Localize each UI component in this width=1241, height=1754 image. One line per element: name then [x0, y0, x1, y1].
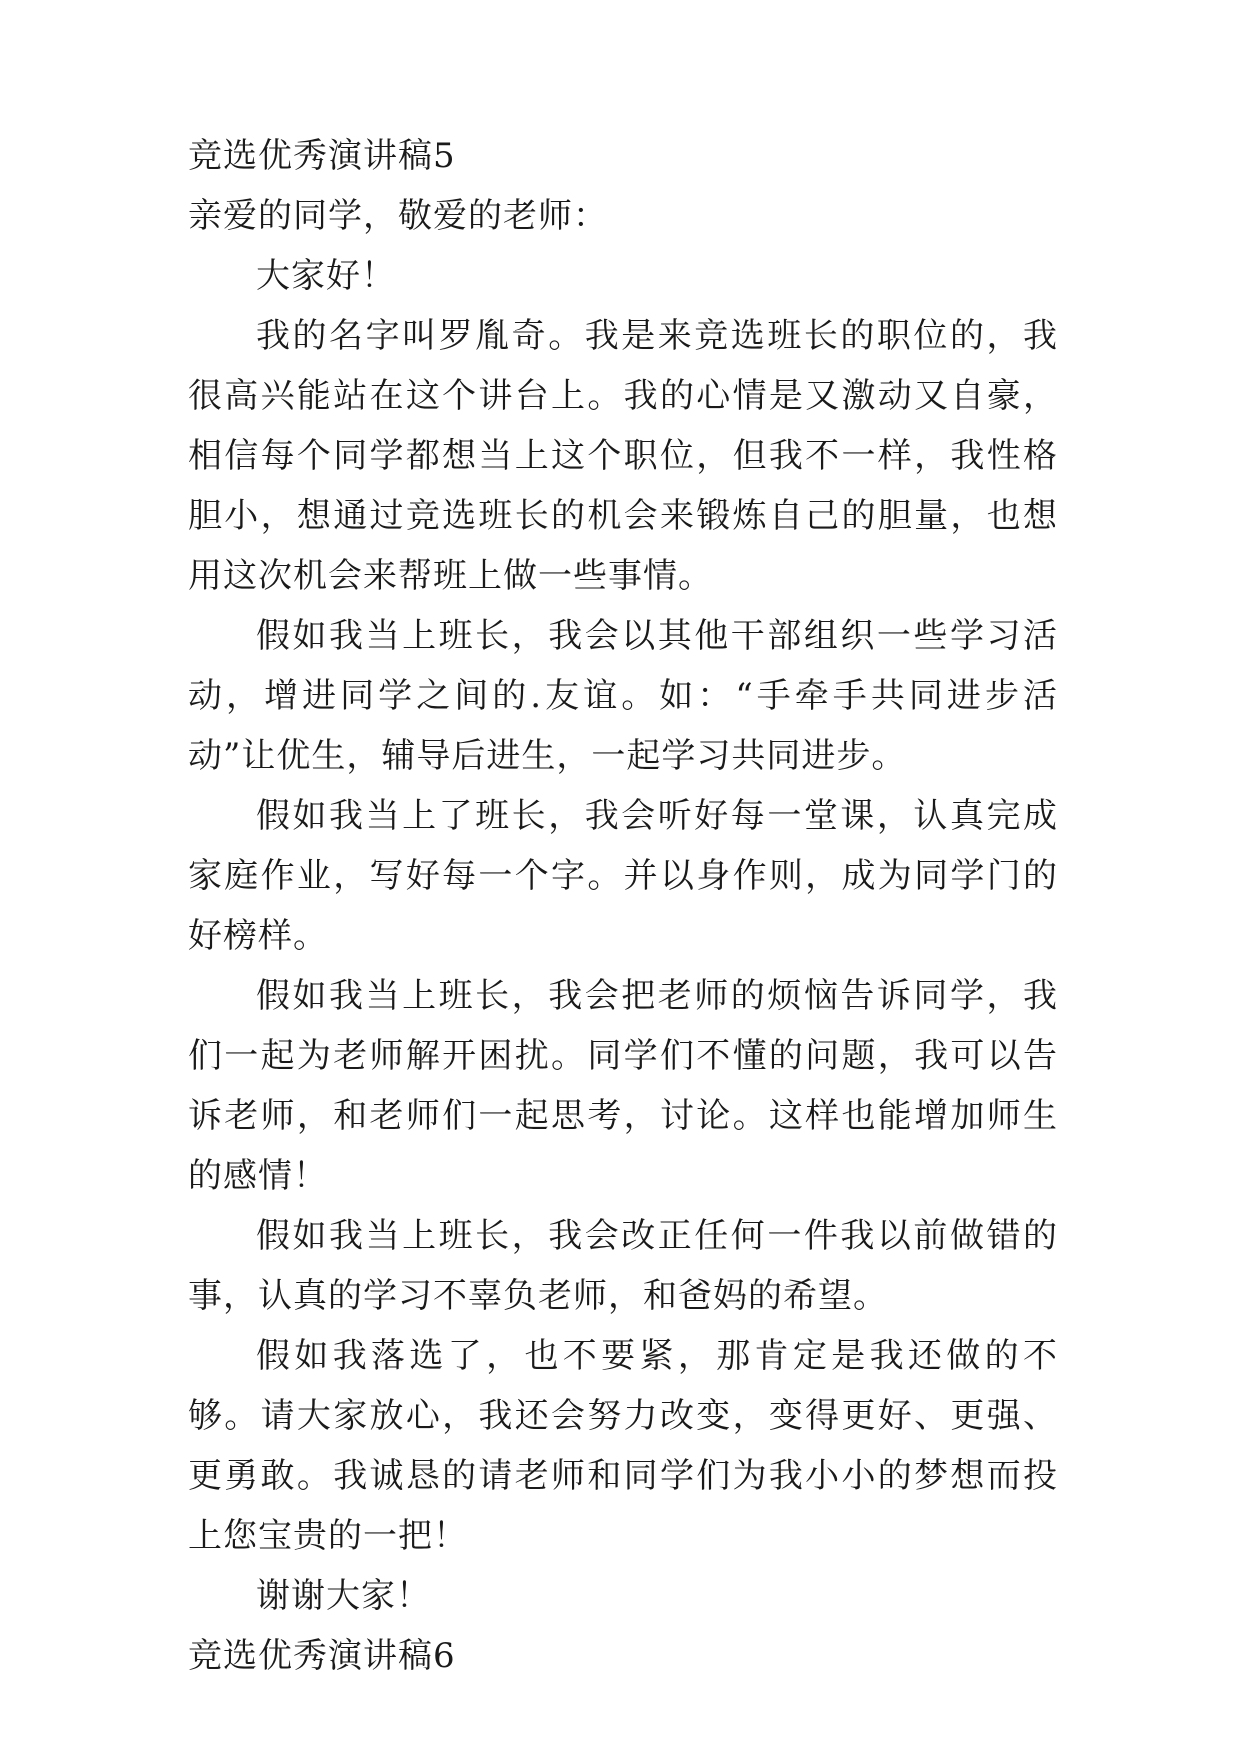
closing: 谢谢大家！ — [256, 1576, 431, 1616]
paragraph: 假如我落选了，也不要紧，那肯定是我还做的不够。请大家放心，我还会努力改变，变得更好、更强、更勇敢。我诚恳的请老师和同学们为我小小的梦想而投上您宝贵的一把！ — [188, 1336, 1058, 1556]
paragraph: 假如我当上班长，我会改正任何一件我以前做错的事，认真的学习不辜负老师，和爸妈的希望。 — [188, 1216, 1058, 1316]
section-heading-5: 竞选优秀演讲稿5 — [188, 136, 456, 176]
section-heading-6: 竞选优秀演讲稿6 — [188, 1636, 456, 1676]
paragraph: 我的名字叫罗胤奇。我是来竞选班长的职位的，我很高兴能站在这个讲台上。我的心情是又激动又自豪，相信每个同学都想当上这个职位，但我不一样，我性格胆小，想通过竞选班长的机会来锻炼自己的胆量，也想用这次机会来帮班上做一些事情。 — [188, 316, 1058, 596]
paragraph: 假如我当上了班长，我会听好每一堂课，认真完成家庭作业，写好每一个字。并以身作则，成为同学门的好榜样。 — [188, 796, 1058, 956]
paragraph: 假如我当上班长，我会以其他干部组织一些学习活动，增进同学之间的.友谊。如：“手牵手共同进步活动”让优生，辅导后进生，一起学习共同进步。 — [188, 616, 1058, 776]
salutation: 亲爱的同学，敬爱的老师： — [188, 196, 608, 236]
greeting: 大家好！ — [256, 256, 396, 296]
paragraph: 假如我当上班长，我会把老师的烦恼告诉同学，我们一起为老师解开困扰。同学们不懂的问题，我可以告诉老师，和老师们一起思考，讨论。这样也能增加师生的感情！ — [188, 976, 1058, 1196]
document-body — [188, 126, 1058, 1686]
